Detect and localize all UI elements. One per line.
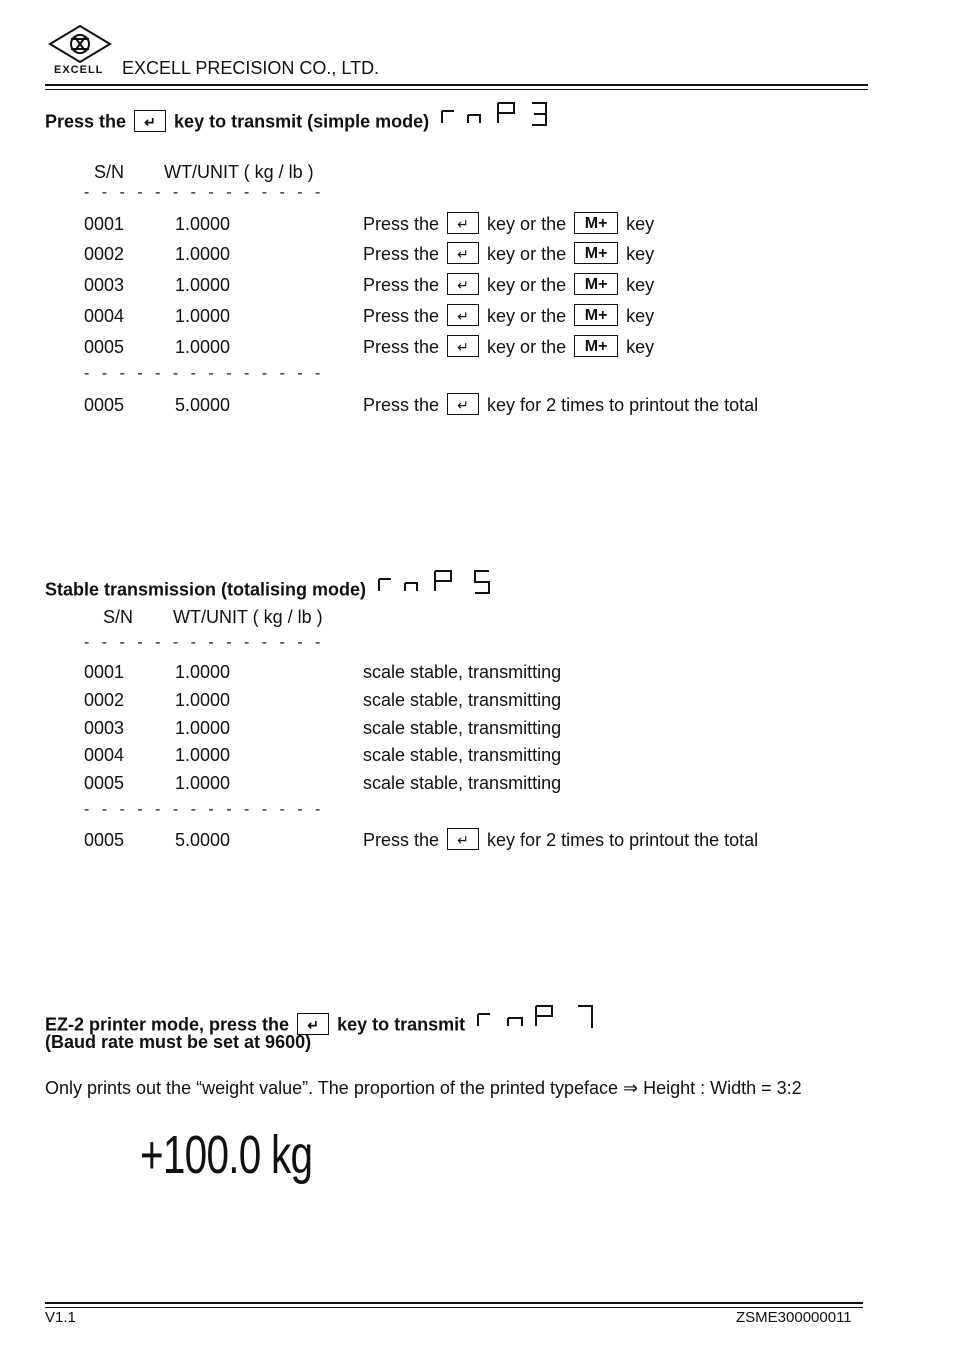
table-row-note: scale stable, transmitting	[363, 662, 562, 682]
mplus-key-icon: M+	[574, 273, 618, 295]
section1-total-instruction: Press the ↵ key for 2 times to printout the total	[363, 395, 759, 415]
table-row-wt: 1.0000	[175, 337, 231, 357]
section2-dashes-bottom: - - - - - - - - - - - - - -	[84, 801, 325, 818]
table-row-wt: 1.0000	[175, 244, 231, 264]
table-row-sn: 0003	[84, 718, 125, 738]
table-row-sn: 0001	[84, 214, 125, 234]
table-row-instruction: Press the ↵ key or the M+ key	[363, 244, 655, 264]
enter-key-icon: ↵	[447, 212, 479, 234]
section1-total-wt: 5.0000	[175, 395, 231, 415]
table-row-wt: 1.0000	[175, 306, 231, 326]
mplus-key-icon: M+	[574, 335, 618, 357]
table-row-wt: 1.0000	[175, 745, 231, 765]
footer-doc-id: ZSME300000011	[736, 1309, 852, 1326]
enter-key-icon: ↵	[297, 1013, 329, 1035]
section1-title: Press the ↵ key to transmit (simple mode)	[45, 105, 552, 140]
section2-total-sn: 0005	[84, 830, 125, 850]
table-row-wt: 1.0000	[175, 718, 231, 738]
mplus-key-icon: M+	[574, 304, 618, 326]
table-row-note: scale stable, transmitting	[363, 718, 562, 738]
header-rule-bottom	[45, 89, 868, 90]
section1-dashes-bottom: - - - - - - - - - - - - - -	[84, 365, 325, 382]
section2-col-sn: S/N	[103, 607, 134, 627]
company-logo	[47, 24, 113, 69]
section3-description: Only prints out the “weight value”. The proportion of the printed typeface ⇒ Height : Width = 3:2	[45, 1078, 802, 1098]
enter-key-icon: ↵	[447, 242, 479, 264]
enter-key-icon: ↵	[447, 335, 479, 357]
section1-col-wt: WT/UNIT ( kg / lb )	[164, 162, 314, 182]
footer-version: V1.1	[45, 1309, 76, 1326]
table-row-sn: 0004	[84, 306, 125, 326]
table-row-wt: 1.0000	[175, 275, 231, 295]
section2-total-wt: 5.0000	[175, 830, 231, 850]
table-row-sn: 0005	[84, 337, 125, 357]
section1-dashes-top: - - - - - - - - - - - - - -	[84, 184, 325, 201]
enter-key-icon: ↵	[447, 273, 479, 295]
table-row-sn: 0004	[84, 745, 125, 765]
table-row-wt: 1.0000	[175, 773, 231, 793]
table-row-wt: 1.0000	[175, 662, 231, 682]
mode-code-display	[476, 1004, 596, 1039]
brand-name: EXCELL	[54, 64, 104, 76]
company-name: EXCELL PRECISION CO., LTD.	[122, 58, 380, 78]
table-row-sn: 0005	[84, 773, 125, 793]
section2-col-wt: WT/UNIT ( kg / lb )	[173, 607, 323, 627]
enter-key-icon: ↵	[134, 110, 166, 132]
table-row-instruction: Press the ↵ key or the M+ key	[363, 337, 655, 357]
sample-printout: +100.0 kg	[140, 1125, 313, 1185]
section2-total-instruction: Press the ↵ key for 2 times to printout the total	[363, 830, 759, 850]
enter-key-icon: ↵	[447, 828, 479, 850]
mplus-key-icon: M+	[574, 212, 618, 234]
table-row-wt: 1.0000	[175, 690, 231, 710]
table-row-note: scale stable, transmitting	[363, 690, 562, 710]
header-rule-top	[45, 84, 868, 86]
mode-code-display	[377, 569, 497, 604]
table-row-sn: 0001	[84, 662, 125, 682]
section1-total-sn: 0005	[84, 395, 125, 415]
enter-key-icon: ↵	[447, 393, 479, 415]
mode-code-display	[440, 101, 552, 136]
table-row-sn: 0002	[84, 244, 125, 264]
table-row-note: scale stable, transmitting	[363, 773, 562, 793]
table-row-sn: 0003	[84, 275, 125, 295]
table-row-instruction: Press the ↵ key or the M+ key	[363, 306, 655, 326]
section2-title: Stable transmission (totalising mode)	[45, 573, 497, 608]
mplus-key-icon: M+	[574, 242, 618, 264]
table-row-note: scale stable, transmitting	[363, 745, 562, 765]
enter-key-icon: ↵	[447, 304, 479, 326]
table-row-wt: 1.0000	[175, 214, 231, 234]
footer-rule-bottom	[45, 1307, 863, 1308]
table-row-instruction: Press the ↵ key or the M+ key	[363, 275, 655, 295]
table-row-sn: 0002	[84, 690, 125, 710]
table-row-instruction: Press the ↵ key or the M+ key	[363, 214, 655, 234]
section2-dashes-top: - - - - - - - - - - - - - -	[84, 634, 325, 651]
section1-col-sn: S/N	[94, 162, 125, 182]
section3-subtitle: (Baud rate must be set at 9600)	[45, 1032, 312, 1052]
section3-title: EZ-2 printer mode, press the ↵ key to transmit	[45, 1008, 596, 1043]
footer-rule-top	[45, 1302, 863, 1304]
